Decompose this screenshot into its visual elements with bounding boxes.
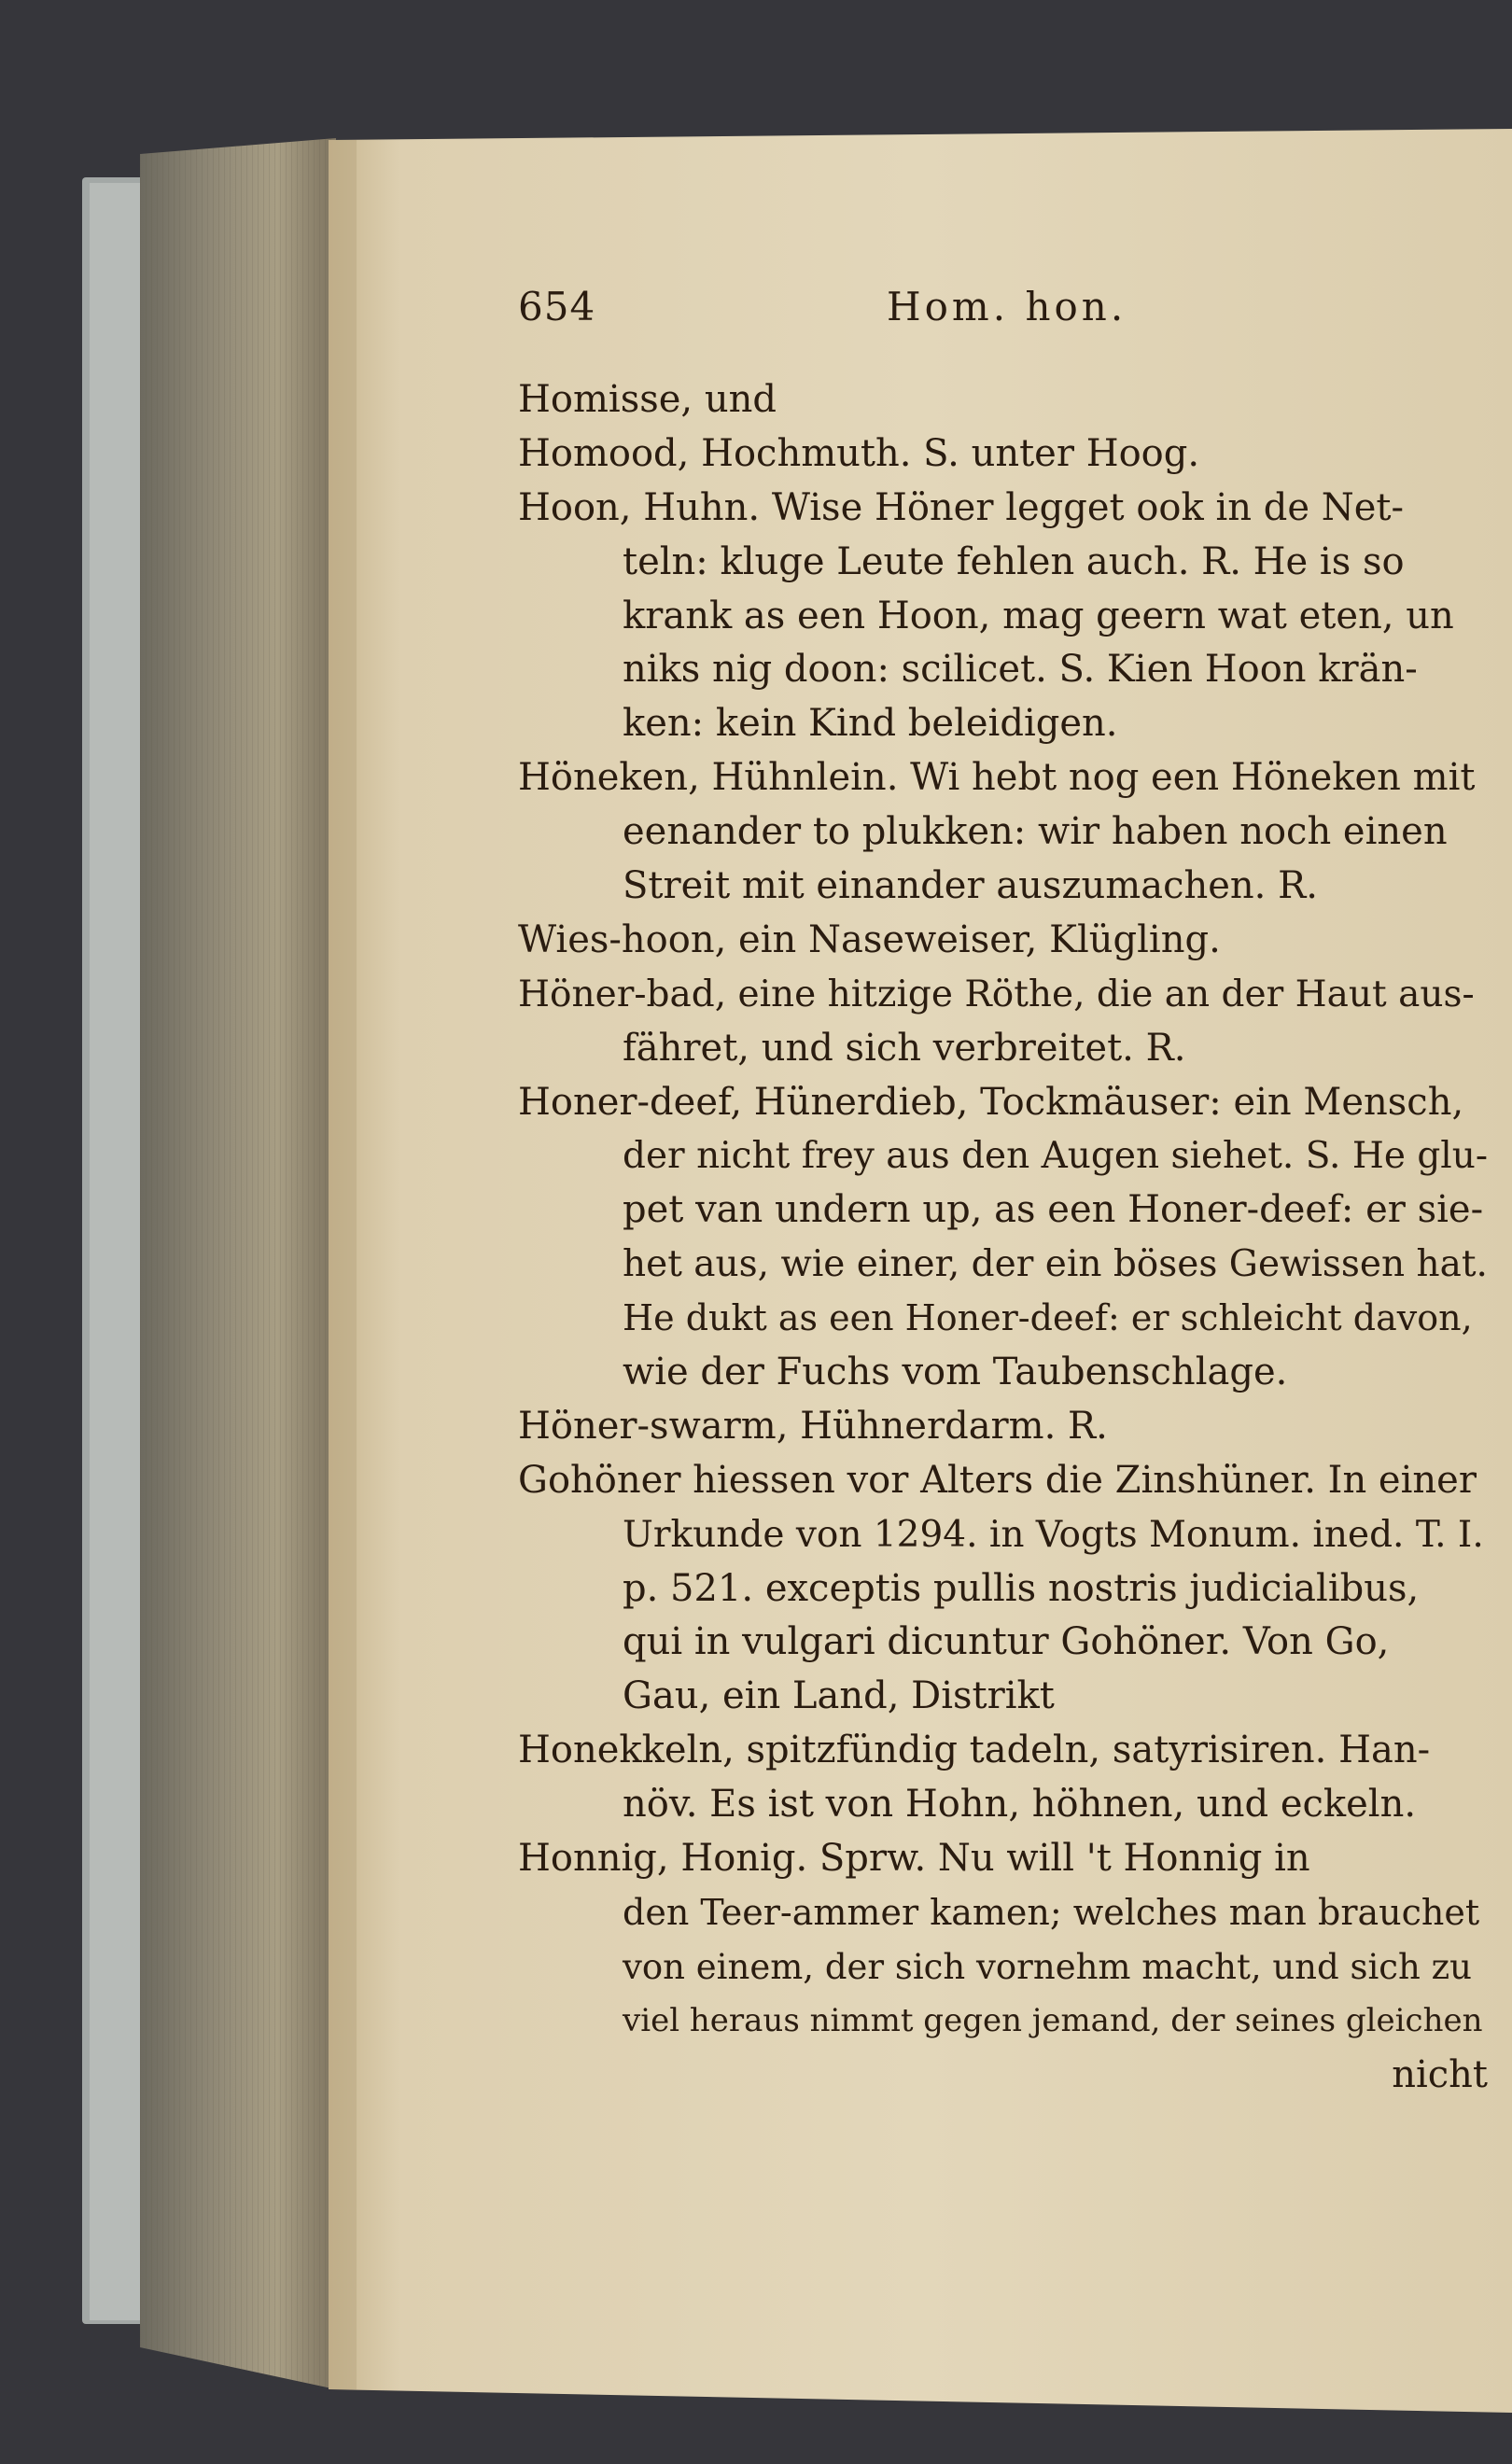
text-line: het aus, wie einer, der ein böses Gewissen hat. [623, 1243, 1488, 1286]
text-line: Homood, Hochmuth. S. unter Hoog. [518, 431, 1200, 475]
text-line: Höneken, Hühnlein. Wi hebt nog een Höneken mit [518, 756, 1476, 800]
text-line: teln: kluge Leute fehlen auch. R. He is so [623, 539, 1405, 583]
text-line: krank as een Hoon, mag geern wat eten, un [623, 594, 1454, 637]
text-line: He dukt as een Honer-deef: er schleicht davon, [623, 1297, 1473, 1339]
text-line: niks nig doon: scilicet. S. Kien Hoon krän- [623, 648, 1418, 692]
dictionary-entries [518, 373, 1493, 2103]
text-line: von einem, der sich vornehm macht, und sich zu [623, 1946, 1472, 1987]
text-line: qui in vulgari dicuntur Gohöner. Von Go, [623, 1620, 1390, 1664]
text-line: Honer-deef, Hünerdieb, Tockmäuser: ein Mensch, [518, 1080, 1464, 1124]
text-line: fähret, und sich verbreitet. R. [623, 1026, 1186, 1070]
page-number: 654 [518, 284, 596, 329]
text-line: Homisse, und [518, 378, 777, 421]
text-line: eenander to plukken: wir haben noch einen [623, 810, 1448, 854]
text-line: pet van undern up, as een Honer-deef: er sie- [623, 1188, 1484, 1232]
text-line: Urkunde von 1294. in Vogts Monum. ined. T. I. [623, 1513, 1484, 1556]
text-line: Honnig, Honig. Sprw. Nu will 't Honnig in [518, 1837, 1310, 1881]
text-line: Wies-hoon, ein Naseweiser, Klügling. [518, 917, 1221, 961]
running-header [518, 280, 1493, 336]
text-line: den Teer-ammer kamen; welches man brauchet [623, 1891, 1480, 1933]
text-line: Honekkeln, spitzfündig tadeln, satyrisiren. Han- [518, 1729, 1431, 1772]
text-line: Gau, ein Land, Distrikt [623, 1674, 1055, 1718]
page-text [518, 280, 1493, 2445]
text-line: der nicht frey aus den Augen siehet. S. He glu- [623, 1135, 1489, 1178]
catchword: nicht [1392, 2052, 1488, 2096]
text-line: ken: kein Kind beleidigen. [623, 702, 1118, 746]
text-line: Hoon, Huhn. Wise Höner legget ook in de Net- [518, 485, 1404, 529]
text-line: Höner-swarm, Hühnerdarm. R. [518, 1404, 1108, 1448]
text-line: viel heraus nimmt gegen jemand, der seines gleichen [623, 2001, 1483, 2039]
text-line: wie der Fuchs vom Taubenschlage. [623, 1351, 1288, 1394]
text-line: Gohöner hiessen vor Alters die Zinshüner. In einer [518, 1458, 1477, 1502]
text-line: Höner-bad, eine hitzige Röthe, die an der Haut aus- [518, 973, 1475, 1015]
text-line: Streit mit einander auszumachen. R. [623, 864, 1318, 908]
running-title: Hom. hon. [887, 284, 1127, 329]
text-line: p. 521. exceptis pullis nostris judicialibus, [623, 1566, 1420, 1610]
text-line: növ. Es ist von Hohn, höhnen, und eckeln. [623, 1783, 1417, 1827]
